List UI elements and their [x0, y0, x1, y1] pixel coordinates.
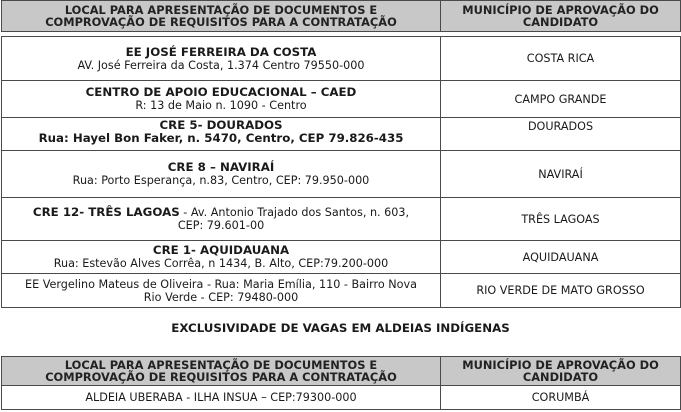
- location-name: CRE 12- TRÊS LAGOAS: [32, 205, 180, 219]
- municipality-cell: CORUMBÁ: [441, 386, 681, 410]
- location-line2: Rio Verde - CEP: 79480-000: [143, 290, 299, 304]
- table-row: [2, 386, 681, 410]
- table-row: [2, 81, 681, 118]
- location-address: AV. José Ferreira da Costa, 1.374 Centro 79550-000: [77, 58, 365, 72]
- location-cell: [2, 198, 441, 241]
- location-address-line2: CEP: 79.601-00: [177, 219, 265, 232]
- table-row: [2, 198, 681, 241]
- location-address: R: 13 de Maio n. 1090 - Centro: [135, 99, 307, 112]
- location-cell: [2, 37, 441, 81]
- municipality-cell: RIO VERDE DE MATO GROSSO: [441, 274, 681, 308]
- location-line1: EE Vergelino Mateus de Oliveira - Rua: Maria Emília, 110 - Bairro Nova: [25, 277, 417, 291]
- location-cell: [2, 151, 441, 198]
- location-cell: [2, 274, 441, 308]
- section-subtitle: EXCLUSIVIDADE DE VAGAS EM ALDEIAS INDÍGENAS: [171, 321, 510, 335]
- municipality-cell: CAMPO GRANDE: [441, 81, 681, 118]
- header-location-line1: LOCAL PARA APRESENTAÇÃO DE DOCUMENTOS E: [64, 358, 378, 372]
- table-row: [2, 151, 681, 198]
- header-municipality: [441, 357, 681, 386]
- location-cell: [2, 81, 441, 118]
- header-municipality: [441, 1, 681, 32]
- header-municipality-line2: CANDIDATO: [522, 15, 599, 29]
- municipality-cell: COSTA RICA: [441, 37, 681, 81]
- table-row: [2, 241, 681, 274]
- location-address: Rua: Porto Esperança, n.83, Centro, CEP: 79.950-000: [72, 174, 370, 187]
- header-municipality-line1: MUNICÍPIO DE APROVAÇÃO DO: [462, 358, 659, 372]
- header-location: [2, 357, 441, 386]
- header-location-line2: COMPROVAÇÃO DE REQUISITOS PARA A CONTRATAÇÃO: [45, 15, 397, 29]
- location-address-line1: - Av. Antonio Trajado dos Santos, n. 603,: [183, 206, 410, 219]
- municipality-cell: TRÊS LAGOAS: [441, 198, 681, 241]
- table-header-row: [2, 1, 681, 32]
- header-location-line1: LOCAL PARA APRESENTAÇÃO DE DOCUMENTOS E: [64, 3, 378, 17]
- indigenous-villages-table: [1, 356, 681, 410]
- location-cell: [2, 118, 441, 151]
- header-location-line2: COMPROVAÇÃO DE REQUISITOS PARA A CONTRATAÇÃO: [45, 370, 397, 384]
- locations-table: [1, 0, 681, 308]
- table-header-row: [2, 357, 681, 386]
- header-location: [2, 1, 441, 32]
- location-address: Rua: Estevão Alves Corrêa, n 1434, B. Alto, CEP:79.200-000: [53, 257, 389, 270]
- municipality-cell: NAVIRAÍ: [441, 151, 681, 198]
- location-address: Rua: Hayel Bon Faker, n. 5470, Centro, CEP 79.826-435: [38, 131, 404, 145]
- location-name: CENTRO DE APOIO EDUCACIONAL – CAED: [85, 85, 357, 99]
- location-name: CRE 5- DOURADOS: [159, 118, 283, 132]
- header-municipality-line2: CANDIDATO: [522, 370, 599, 384]
- location-name: CRE 1- AQUIDAUANA: [152, 243, 290, 257]
- table-row: [2, 118, 681, 151]
- location-cell: ALDEIA UBERABA - ILHA INSUA – CEP:79300-000: [2, 386, 441, 410]
- location-name: CRE 8 – NAVIRAÍ: [167, 160, 275, 174]
- header-municipality-line1: MUNICÍPIO DE APROVAÇÃO DO: [462, 3, 659, 17]
- table-row: [2, 37, 681, 81]
- municipality-cell: DOURADOS: [441, 118, 681, 151]
- location-name: EE JOSÉ FERREIRA DA COSTA: [125, 44, 317, 59]
- table-row: [2, 274, 681, 308]
- municipality-cell: AQUIDAUANA: [441, 241, 681, 274]
- location-cell: [2, 241, 441, 274]
